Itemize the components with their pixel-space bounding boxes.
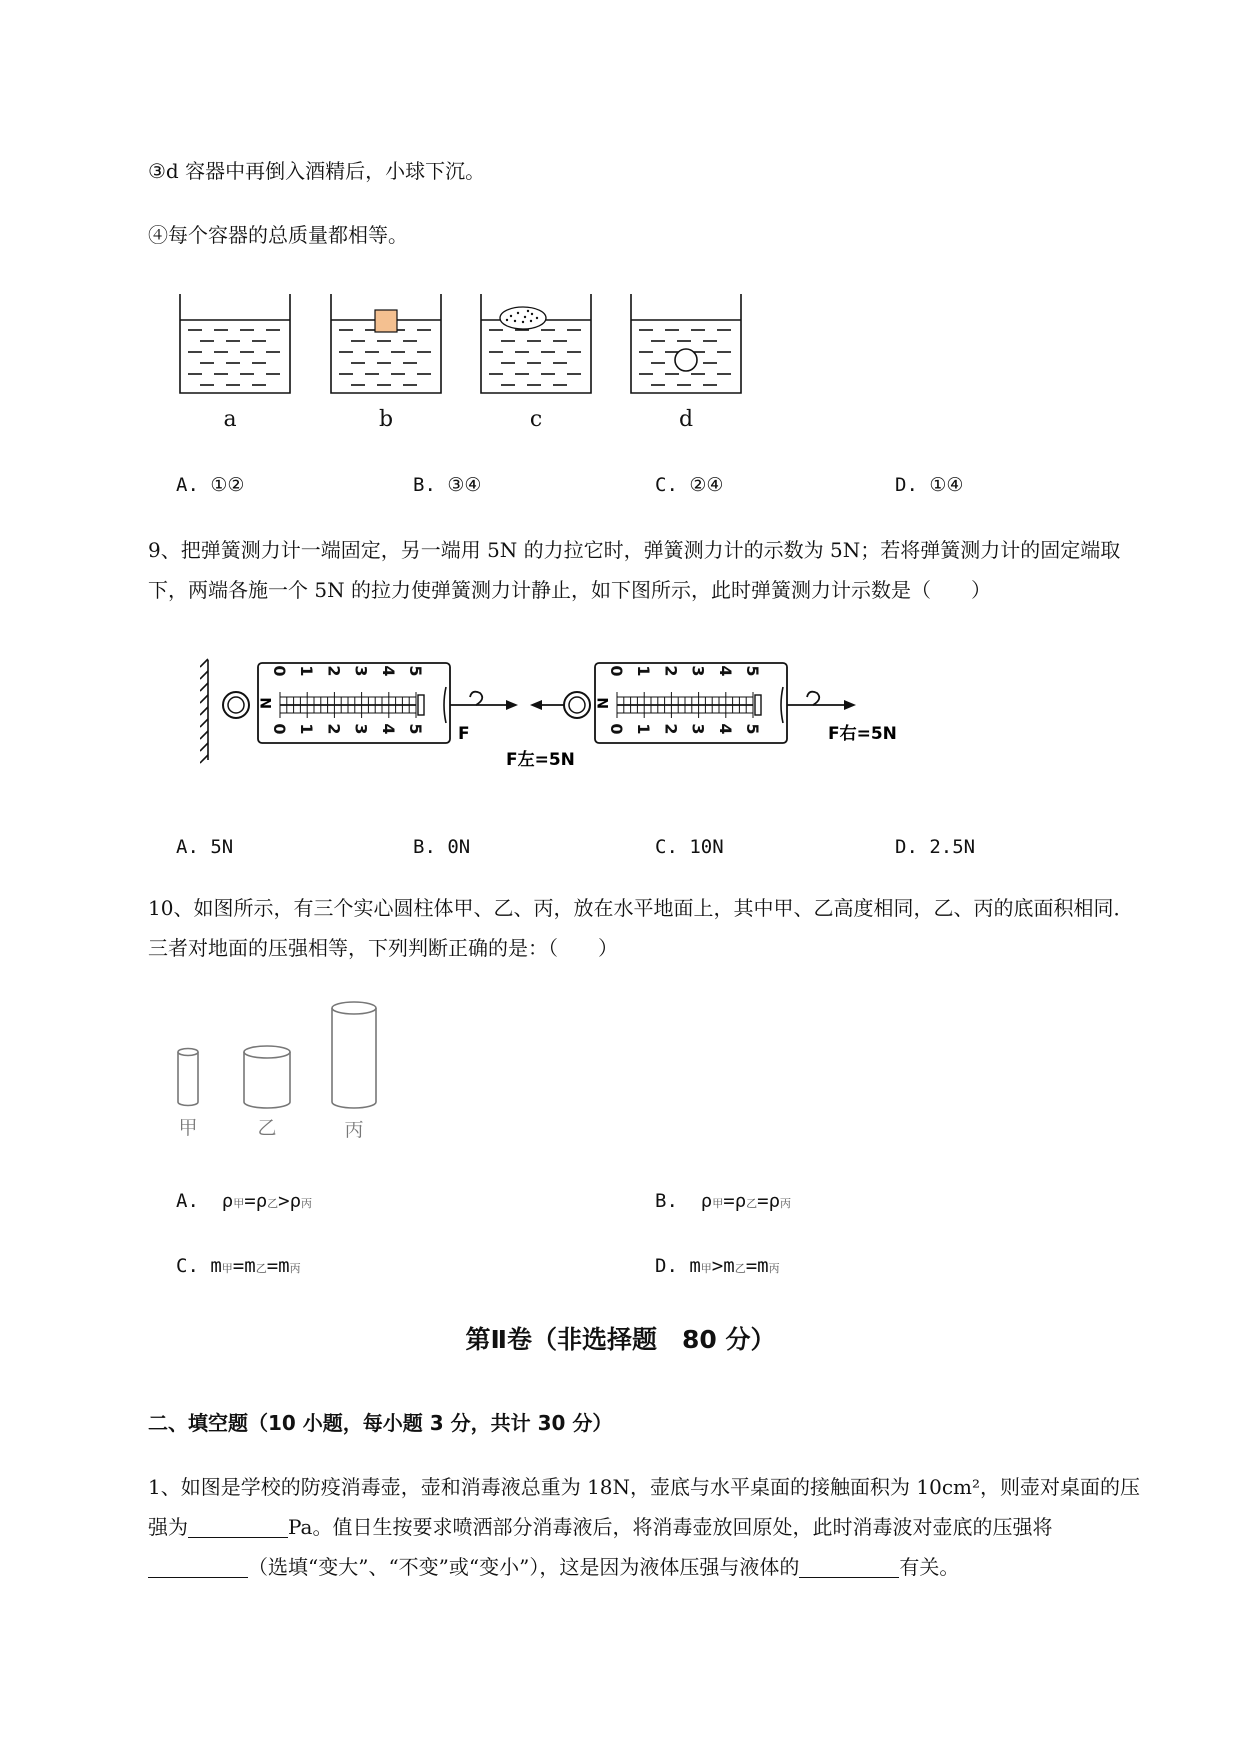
q8-option-d[interactable]: D. ①④ [895, 474, 964, 496]
right-scale-number-top: 2 [661, 665, 681, 677]
label-f: F [458, 724, 470, 744]
left-scale-number-bottom: 3 [351, 723, 371, 735]
right-scale-number-top: 3 [688, 665, 708, 677]
container-a [180, 294, 290, 393]
spring-scale-right [564, 663, 819, 743]
right-scale-number-bottom: 2 [661, 723, 681, 735]
left-scale-number-bottom: 4 [378, 723, 398, 735]
label-c: c [529, 407, 543, 432]
left-scale-number-top: 2 [324, 665, 344, 677]
left-scale-number-top: 0 [270, 665, 289, 677]
spring-scale-figure [200, 655, 1000, 775]
label-f-right: F右=5N [828, 724, 897, 744]
left-scale-number-bottom: 0 [270, 723, 289, 735]
left-scale-number-bottom: 2 [324, 723, 344, 735]
fill-q1: 1、如图是学校的防疫消毒壶，壶和消毒液总重为 18N，壶底与水平桌面的接触面积为 10cm²，则壶对桌面的压强为 Pa。值日生按要求喷洒部分消毒液后，将消毒壶放回原处，此时消毒波对壶底的压强将（选填“变大”、“不变”或“变小”），这是因为液体压强与液体的 有关。 [148, 1475, 1141, 1579]
right-scale-number-bottom: 5 [743, 723, 762, 735]
container-b [331, 294, 441, 393]
right-scale-number-top: 1 [634, 665, 654, 677]
right-scale-number-bottom: 3 [688, 723, 708, 735]
fill-blank-title: 二、填空题（10 小题，每小题 3 分，共计 30 分） [148, 1411, 613, 1435]
blank-1[interactable] [188, 1517, 288, 1538]
q9-option-d[interactable]: D. 2.5N [895, 836, 976, 858]
q9-option-b[interactable]: B. 0N [413, 836, 471, 858]
q9-option-c[interactable]: C. 10N [655, 836, 724, 858]
container-d [631, 294, 741, 393]
q10-option-b[interactable]: B. ρ甲=ρ乙=ρ丙 [655, 1190, 792, 1212]
section-title: 第Ⅱ卷（非选择题 80 分） [465, 1325, 776, 1354]
label-d: d [678, 407, 694, 432]
floating-object [500, 307, 546, 329]
containers-figure [170, 290, 770, 435]
q8-option-b[interactable]: B. ③④ [413, 474, 482, 496]
q10-option-c[interactable]: C. m甲=m乙=m丙 [176, 1255, 301, 1277]
right-scale-number-top: 0 [607, 665, 626, 677]
label-a: a [223, 407, 237, 432]
right-scale-number-top: 4 [715, 665, 735, 677]
left-scale-number-bottom: 1 [297, 723, 317, 735]
label-jia: 甲 [178, 1117, 198, 1139]
blank-3[interactable] [799, 1557, 899, 1578]
statement-4: ④每个容器的总质量都相等。 [148, 223, 408, 247]
right-scale-number-top: 5 [743, 665, 762, 677]
ball [675, 349, 697, 371]
right-scale-number-bottom: 4 [715, 723, 735, 735]
blank-2[interactable] [148, 1557, 248, 1578]
label-f-left: F左=5N [506, 750, 575, 770]
cylinder-jia [178, 1049, 198, 1106]
left-scale-number-top: 3 [351, 665, 371, 677]
container-c [481, 294, 591, 393]
q9-option-a[interactable]: A. 5N [176, 836, 234, 858]
q8-option-a[interactable]: A. ①② [176, 474, 245, 496]
right-scale-number-bottom: 1 [634, 723, 654, 735]
cylinder-yi [244, 1046, 290, 1108]
unit-label-right: N [596, 697, 612, 709]
wood-block [375, 310, 397, 332]
label-b: b [378, 407, 394, 432]
right-scale-number-bottom: 0 [607, 723, 626, 735]
q10-option-d[interactable]: D. m甲>m乙=m丙 [655, 1255, 780, 1277]
left-scale-number-top: 4 [378, 665, 398, 677]
label-yi: 乙 [257, 1117, 277, 1139]
q9-text: 9、把弹簧测力计一端固定，另一端用 5N 的力拉它时，弹簧测力计的示数为 5N；若将弹簧测力计的固定端取下，两端各施一个 5N 的拉力使弹簧测力计静止，如下图所示，此时弹簧测力计示数是（ ） [148, 538, 1121, 602]
cylinders-figure [170, 998, 410, 1148]
q8-option-c[interactable]: C. ②④ [655, 474, 724, 496]
left-scale-number-bottom: 5 [406, 723, 425, 735]
label-bing: 丙 [344, 1119, 364, 1141]
q10-option-a[interactable]: A. ρ甲=ρ乙>ρ丙 [176, 1190, 313, 1212]
wall [200, 659, 208, 763]
statement-3: ③d 容器中再倒入酒精后，小球下沉。 [148, 159, 486, 183]
unit-label-left: N [259, 697, 275, 709]
left-scale-number-top: 1 [297, 665, 317, 677]
left-scale-number-top: 5 [406, 665, 425, 677]
spring-scale-left [223, 663, 482, 743]
q10-text: 10、如图所示，有三个实心圆柱体甲、乙、丙，放在水平地面上，其中甲、乙高度相同，乙、丙的底面积相同．三者对地面的压强相等，下列判断正确的是：（ ） [148, 896, 1134, 960]
cylinder-bing [332, 1002, 376, 1108]
